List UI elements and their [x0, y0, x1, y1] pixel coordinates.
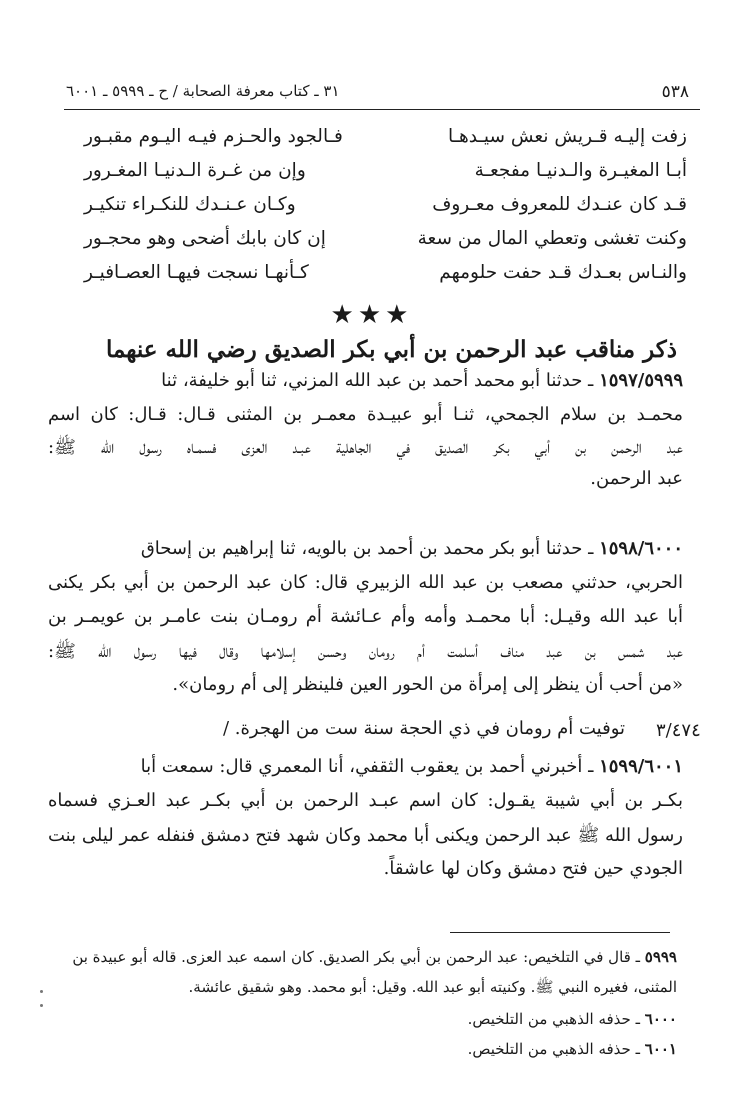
hadith-6000-line-2: الحربي، حدثني مصعب بن عبد الله الزبيري قال: كان عبد الرحمن بن أبي بكر يكنى [48, 572, 683, 593]
verse-5-left: كـأنهـا نسجت فيهـا العصـافيـر [84, 262, 309, 283]
footnote-number: ٦٠٠١ [644, 1040, 677, 1058]
verse-5-right: والنـاس بعـدك قـد حفت حلومهم [439, 262, 687, 283]
hadith-5999-line-3: عبد الرحمن بن أبي بكر الصديق في الجاهلية عبـد العزى فسمـاه رسول الله ﷺ: [48, 437, 683, 458]
footnote-6000 [468, 1010, 677, 1028]
footnote-number: ٦٠٠٠ [644, 1010, 677, 1028]
hadith-number: ١٥٩٩/٦٠٠١ [599, 756, 683, 777]
verse-4-left: إن كان بابك أضحى وهو محجـور [84, 228, 326, 249]
hadith-5999-line-1 [161, 370, 683, 391]
hadith-5999-line-2: محمـد بن سلام الجمحي، ثنـا أبو عبيـدة معمـر بن المثنى قـال: قـال: كان اسم [48, 404, 683, 425]
section-heading: ذكر مناقب عبد الرحمن بن أبي بكر الصديق رضي الله عنهما [105, 336, 677, 363]
hadith-text: ـ حدثنا أبو بكر محمد بن أحمد بن بالويه، ثنا إبراهيم بن إسحاق [140, 538, 594, 559]
header-rule [64, 109, 700, 110]
verse-3-right: قـد كان عنـدك للمعروف معـروف [432, 194, 687, 215]
running-title: ٣١ ـ كتاب معرفة الصحابة / ح ـ ٥٩٩٩ ـ ٦٠٠١ [66, 82, 340, 100]
verse-1-left: فـالجود والحـزم فيـه اليـوم مقبـور [84, 126, 343, 147]
verse-2-left: وإن من غـرة الـدنيـا المغـرور [84, 160, 306, 181]
footnote-rule [450, 932, 670, 933]
footnote-number: ٥٩٩٩ [644, 948, 677, 966]
verse-4-right: وكنت تغشى وتعطي المال من سعة [417, 228, 687, 249]
footnote-text: ـ قال في التلخيص: عبد الرحمن بن أبي بكر الصديق. كان اسمه عبد العزى. قاله أبو عبيدة بن [72, 948, 640, 966]
hadith-6000-line-4: عبد شمس بن عبد مناف أسلمت أم رومان وحسن إسلامها وقال فيها رسول الله ﷺ: [48, 641, 683, 662]
stars-separator: ★★★ [330, 300, 413, 330]
footnote-6001 [468, 1040, 677, 1058]
margin-volume-page-mark: ٣/٤٧٤ [656, 720, 701, 741]
hadith-6001-line-1 [141, 756, 683, 777]
verse-3-left: وكـان عـنـدك للنكـراء تنكيـر [84, 194, 296, 215]
verse-1-right: زفت إليـه قـريش نعش سيـدهـا [447, 126, 687, 147]
hadith-6000-line-5: «من أحب أن ينظر إلى إمرأة من الحور العين فلينظر إلى أم رومان». [172, 674, 683, 695]
hadith-6001-line-2: بكـر بن أبي شيبة يقـول: كان اسم عبـد الرحمن بن أبي بكـر عبد العـزي فسماه [48, 790, 683, 811]
footnote-text: ـ حذفه الذهبي من التلخيص. [467, 1040, 640, 1058]
hadith-6000-line-6: توفيت أم رومان في ذي الحجة سنة ست من الهجرة. / [222, 718, 625, 739]
hadith-5999-line-4: عبد الرحمن. [590, 468, 683, 489]
hadith-number: ١٥٩٨/٦٠٠٠ [599, 538, 683, 559]
hadith-text: ـ حدثنا أبو محمد أحمد بن عبد الله المزني، ثنا أبو خليفة، ثنا [161, 370, 594, 391]
hadith-6001-line-4: الجودي حين فتح دمشق وكان لها عاشقاً. [383, 858, 683, 879]
hadith-6001-line-3: رسول الله ﷺ عبد الرحمن ويكنى أبا محمد وكان شهد فتح دمشق فنفله عمر ليلى بنت [48, 825, 683, 846]
hadith-6000-line-3: أبا عبد الله وقيـل: أبا محمـد وأمه وأم عـائشة أم رومـان بنت عامـر بن عويمـر بن [48, 606, 683, 627]
scan-dot [40, 990, 43, 993]
footnote-text: ـ حذفه الذهبي من التلخيص. [467, 1010, 640, 1028]
page-number: ٥٣٨ [661, 82, 689, 102]
scan-dot [40, 1004, 43, 1007]
hadith-text: ـ أخبرني أحمد بن يعقوب الثقفي، أنا المعمري قال: سمعت أبا [140, 756, 594, 777]
hadith-6000-line-1 [141, 538, 683, 559]
hadith-number: ١٥٩٧/٥٩٩٩ [599, 370, 683, 391]
footnote-5999-line-2: المثنى، فغيره النبي ﷺ. وكنيته أبو عبد الله. وقيل: أبو محمد. وهو شقيق عائشة. [188, 978, 677, 996]
footnote-5999-line-1 [72, 948, 677, 966]
verse-2-right: أبـا المغيـرة والـدنيـا مفجعـة [474, 160, 687, 181]
